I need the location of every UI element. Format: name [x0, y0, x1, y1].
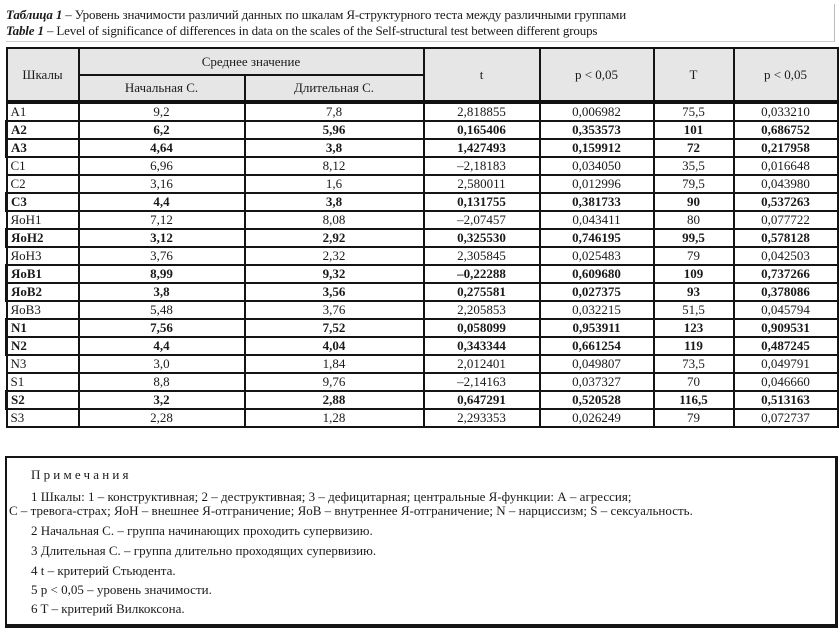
caption-edge-line: [834, 4, 835, 42]
caption-ru-label: Таблица 1: [6, 7, 63, 22]
cell-p-t: 0,012996: [540, 175, 654, 193]
cell-scale: A1: [7, 102, 79, 121]
cell-p-T: 0,513163: [734, 391, 838, 409]
cell-p-T: 0,537263: [734, 193, 838, 211]
cell-p-t: 0,520528: [540, 391, 654, 409]
table-row: [7, 193, 838, 211]
cell-p-T: 0,016648: [734, 157, 838, 175]
cell-scale: C3: [7, 193, 79, 211]
cell-t: 2,818855: [424, 102, 540, 121]
cell-long-mean: 1,28: [245, 409, 424, 427]
cell-T: 123: [654, 319, 734, 337]
cell-p-T: 0,217958: [734, 139, 838, 157]
cell-p-t: 0,037327: [540, 373, 654, 391]
cell-p-t: 0,006982: [540, 102, 654, 121]
cell-T: 75,5: [654, 102, 734, 121]
cell-T: 119: [654, 337, 734, 355]
header-p-t: p < 0,05: [540, 48, 654, 102]
cell-p-T: 0,578128: [734, 229, 838, 247]
cell-p-t: 0,381733: [540, 193, 654, 211]
cell-long-mean: 3,8: [245, 193, 424, 211]
cell-p-t: 0,953911: [540, 319, 654, 337]
cell-long-mean: 7,52: [245, 319, 424, 337]
cell-initial-mean: 3,2: [79, 391, 245, 409]
cell-p-T: 0,737266: [734, 265, 838, 283]
cell-t: 2,012401: [424, 355, 540, 373]
table-header: [7, 48, 838, 102]
note-3: 3 Длительная С. – группа длительно проходящих супервизию.: [31, 543, 377, 558]
cell-p-T: 0,042503: [734, 247, 838, 265]
cell-initial-mean: 3,8: [79, 283, 245, 301]
cell-p-t: 0,049807: [540, 355, 654, 373]
cell-initial-mean: 7,56: [79, 319, 245, 337]
cell-initial-mean: 4,4: [79, 193, 245, 211]
caption-en-label: Table 1: [6, 23, 44, 38]
cell-t: –2,14163: [424, 373, 540, 391]
cell-scale: C2: [7, 175, 79, 193]
cell-p-T: 0,043980: [734, 175, 838, 193]
cell-t: 0,275581: [424, 283, 540, 301]
table-row: [7, 409, 838, 427]
cell-scale: A2: [7, 121, 79, 139]
note-1-continued: С – тревога-страх; ЯоН – внешнее Я-отграничение; ЯоВ – внутреннее Я-отграничение; N – нарциссизм; S – сексуальность.: [9, 503, 693, 518]
note-1: 1 Шкалы: 1 – конструктивная; 2 – деструктивная; 3 – дефицитарная; центральные Я-функции: А – агрессия;: [31, 489, 632, 504]
cell-t: 0,058099: [424, 319, 540, 337]
cell-long-mean: 1,6: [245, 175, 424, 193]
cell-T: 99,5: [654, 229, 734, 247]
caption-divider: [6, 41, 835, 42]
caption-ru-text: – Уровень значимости различий данных по шкалам Я-структурного теста между различными группами: [62, 7, 627, 22]
cell-t: 0,325530: [424, 229, 540, 247]
note-5: 5 p < 0,05 – уровень значимости.: [31, 582, 212, 597]
cell-p-t: 0,746195: [540, 229, 654, 247]
cell-T: 70: [654, 373, 734, 391]
cell-long-mean: 5,96: [245, 121, 424, 139]
cell-t: 0,131755: [424, 193, 540, 211]
cell-long-mean: 3,8: [245, 139, 424, 157]
cell-p-t: 0,043411: [540, 211, 654, 229]
cell-p-T: 0,686752: [734, 121, 838, 139]
cell-long-mean: 3,76: [245, 301, 424, 319]
table-row: [7, 301, 838, 319]
table-row: [7, 121, 838, 139]
cell-T: 101: [654, 121, 734, 139]
table-row: [7, 102, 838, 121]
table-row: [7, 211, 838, 229]
table-row: [7, 229, 838, 247]
cell-t: 0,647291: [424, 391, 540, 409]
cell-long-mean: 7,8: [245, 102, 424, 121]
table-row: [7, 157, 838, 175]
cell-p-t: 0,661254: [540, 337, 654, 355]
cell-long-mean: 2,32: [245, 247, 424, 265]
cell-T: 79: [654, 409, 734, 427]
table-caption: [6, 7, 836, 39]
cell-long-mean: 8,12: [245, 157, 424, 175]
cell-initial-mean: 7,12: [79, 211, 245, 229]
header-T: T: [654, 48, 734, 102]
cell-initial-mean: 9,2: [79, 102, 245, 121]
cell-p-T: 0,072737: [734, 409, 838, 427]
table-row: [7, 391, 838, 409]
caption-en-text: – Level of significance of differences in data on the scales of the Self-structural test between different groups: [43, 23, 598, 38]
cell-t: –0,22288: [424, 265, 540, 283]
cell-p-t: 0,026249: [540, 409, 654, 427]
cell-scale: N3: [7, 355, 79, 373]
cell-t: 0,343344: [424, 337, 540, 355]
cell-long-mean: 2,88: [245, 391, 424, 409]
cell-t: 2,305845: [424, 247, 540, 265]
cell-long-mean: 1,84: [245, 355, 424, 373]
cell-scale: ЯоВ1: [7, 265, 79, 283]
header-t: t: [424, 48, 540, 102]
note-6: 6 T – критерий Вилкоксона.: [31, 601, 185, 616]
cell-long-mean: 9,76: [245, 373, 424, 391]
header-p-T: p < 0,05: [734, 48, 838, 102]
cell-t: 2,580011: [424, 175, 540, 193]
cell-T: 79: [654, 247, 734, 265]
cell-scale: ЯоН3: [7, 247, 79, 265]
cell-scale: ЯоН1: [7, 211, 79, 229]
cell-p-t: 0,353573: [540, 121, 654, 139]
cell-t: 2,293353: [424, 409, 540, 427]
cell-scale: S3: [7, 409, 79, 427]
note-2: 2 Начальная С. – группа начинающих проходить супервизию.: [31, 523, 373, 538]
cell-p-T: 0,046660: [734, 373, 838, 391]
cell-initial-mean: 3,12: [79, 229, 245, 247]
cell-scale: S2: [7, 391, 79, 409]
cell-scale: S1: [7, 373, 79, 391]
cell-p-t: 0,159912: [540, 139, 654, 157]
cell-long-mean: 8,08: [245, 211, 424, 229]
table-row: [7, 247, 838, 265]
table-row: [7, 355, 838, 373]
cell-p-T: 0,077722: [734, 211, 838, 229]
cell-p-T: 0,909531: [734, 319, 838, 337]
cell-initial-mean: 8,8: [79, 373, 245, 391]
cell-p-T: 0,378086: [734, 283, 838, 301]
table-row: [7, 265, 838, 283]
cell-T: 73,5: [654, 355, 734, 373]
cell-t: –2,18183: [424, 157, 540, 175]
cell-long-mean: 3,56: [245, 283, 424, 301]
cell-T: 93: [654, 283, 734, 301]
cell-long-mean: 9,32: [245, 265, 424, 283]
table-row: [7, 337, 838, 355]
cell-initial-mean: 4,4: [79, 337, 245, 355]
cell-T: 80: [654, 211, 734, 229]
table-row: [7, 139, 838, 157]
cell-p-t: 0,025483: [540, 247, 654, 265]
table-row: [7, 373, 838, 391]
header-long-group: Длительная С.: [245, 75, 424, 102]
header-initial-group: Начальная С.: [79, 75, 245, 102]
cell-long-mean: 4,04: [245, 337, 424, 355]
cell-initial-mean: 4,64: [79, 139, 245, 157]
notes-title: Примечания: [31, 467, 132, 482]
cell-long-mean: 2,92: [245, 229, 424, 247]
cell-t: –2,07457: [424, 211, 540, 229]
cell-initial-mean: 3,76: [79, 247, 245, 265]
cell-scale: A3: [7, 139, 79, 157]
cell-T: 35,5: [654, 157, 734, 175]
caption-ru: [6, 7, 836, 23]
cell-initial-mean: 6,96: [79, 157, 245, 175]
cell-p-T: 0,487245: [734, 337, 838, 355]
cell-p-T: 0,049791: [734, 355, 838, 373]
significance-table: [5, 47, 839, 428]
header-scales: Шкалы: [7, 48, 79, 102]
table-row: [7, 319, 838, 337]
cell-t: 1,427493: [424, 139, 540, 157]
cell-scale: ЯоВ3: [7, 301, 79, 319]
cell-p-T: 0,033210: [734, 102, 838, 121]
cell-p-t: 0,027375: [540, 283, 654, 301]
caption-en: [6, 23, 836, 39]
cell-p-t: 0,609680: [540, 265, 654, 283]
cell-scale: ЯоВ2: [7, 283, 79, 301]
table-body: [7, 102, 838, 427]
table-row: [7, 283, 838, 301]
cell-T: 79,5: [654, 175, 734, 193]
cell-scale: C1: [7, 157, 79, 175]
cell-t: 2,205853: [424, 301, 540, 319]
cell-T: 72: [654, 139, 734, 157]
cell-p-T: 0,045794: [734, 301, 838, 319]
cell-scale: N1: [7, 319, 79, 337]
cell-T: 51,5: [654, 301, 734, 319]
cell-initial-mean: 3,16: [79, 175, 245, 193]
header-mean-value: Среднее значение: [79, 48, 424, 75]
notes-box: [5, 456, 838, 628]
cell-t: 0,165406: [424, 121, 540, 139]
cell-p-t: 0,034050: [540, 157, 654, 175]
cell-scale: ЯоН2: [7, 229, 79, 247]
cell-initial-mean: 5,48: [79, 301, 245, 319]
cell-initial-mean: 6,2: [79, 121, 245, 139]
cell-T: 109: [654, 265, 734, 283]
cell-initial-mean: 3,0: [79, 355, 245, 373]
note-4: 4 t – критерий Стьюдента.: [31, 563, 176, 578]
cell-initial-mean: 8,99: [79, 265, 245, 283]
cell-initial-mean: 2,28: [79, 409, 245, 427]
table-row: [7, 175, 838, 193]
cell-T: 116,5: [654, 391, 734, 409]
cell-scale: N2: [7, 337, 79, 355]
cell-p-t: 0,032215: [540, 301, 654, 319]
cell-T: 90: [654, 193, 734, 211]
